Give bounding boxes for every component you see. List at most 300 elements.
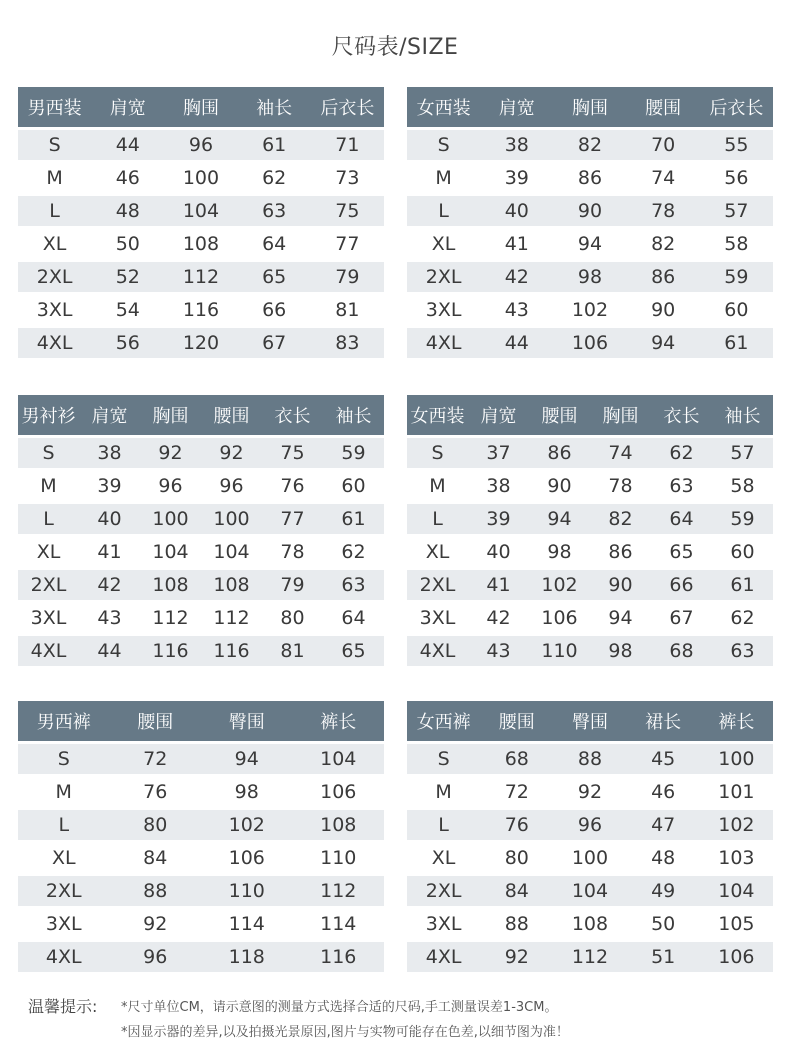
measurement-cell: 60 [341,475,366,497]
table-row [18,876,384,906]
column-header: 胸围 [590,395,651,435]
measurement-cell: 80 [504,847,529,869]
table-row [407,328,773,358]
size-label-cell: 2XL [407,876,480,906]
table-row [18,504,384,534]
measurement-cell: 71 [311,130,384,160]
measurement-cell: 92 [140,438,201,468]
measurement-cell: 78 [280,541,305,563]
measurement-cell: 47 [627,810,700,840]
measurement-cell: 98 [234,781,259,803]
page-title: 尺码表/SIZE [331,35,459,60]
measurement-cell: 65 [323,636,384,666]
column-header: 袖长 [323,395,384,435]
measurement-cell: 74 [590,438,651,468]
size-label-cell: XL [425,541,450,563]
column-header: 腰围 [529,395,590,435]
measurement-cell: 46 [115,167,140,189]
measurement-cell: 83 [311,328,384,358]
measurement-cell: 77 [262,504,323,534]
measurement-cell: 61 [700,328,773,358]
measurement-cell: 106 [320,781,357,803]
size-label-cell: 2XL [407,262,480,292]
measurement-cell: 39 [468,504,529,534]
measurement-cell: 108 [571,913,609,935]
measurement-cell: 100 [700,744,773,774]
measurement-cell: 112 [553,942,626,972]
table-header-row [407,701,773,741]
table-row [407,843,773,873]
table-header-row [18,87,384,127]
measurement-cell: 64 [341,607,366,629]
measurement-cell: 92 [201,438,262,468]
measurement-cell: 55 [700,130,773,160]
table-row [18,636,384,666]
womens-suit-detail-size-table [407,392,773,669]
measurement-cell: 112 [213,607,250,629]
table-header-row [18,701,384,741]
measurement-cell: 41 [97,541,122,563]
measurement-cell: 112 [152,607,189,629]
measurement-cell: 116 [140,636,201,666]
measurement-cell: 92 [577,781,603,803]
table-row [407,229,773,259]
table-row [407,471,773,501]
measurement-cell: 68 [651,636,712,666]
measurement-cell: 116 [201,636,262,666]
table-row [407,438,773,468]
measurement-cell: 116 [293,942,385,972]
measurement-cell: 100 [571,847,609,869]
size-label-cell: 2XL [407,570,468,600]
column-header: 后衣长 [700,87,773,127]
measurement-cell: 76 [280,475,305,497]
column-header: 腰围 [627,87,700,127]
table-row [407,636,773,666]
table-row [18,537,384,567]
measurement-cell: 84 [480,876,553,906]
measurement-cell: 72 [504,781,529,803]
measurement-cell: 104 [164,196,237,226]
measurement-cell: 44 [91,130,164,160]
measurement-cell: 44 [79,636,140,666]
measurement-cell: 56 [91,328,164,358]
table-row [407,744,773,774]
size-label-cell: 3XL [419,607,456,629]
table-row [407,603,773,633]
measurement-cell: 40 [79,504,140,534]
measurement-cell: 108 [293,810,385,840]
measurement-cell: 76 [480,810,553,840]
table-header-row [18,395,384,435]
table-row [18,744,384,774]
size-label-cell: S [18,130,91,160]
measurement-cell: 64 [262,233,287,255]
measurement-cell: 120 [164,328,237,358]
size-label-cell: L [407,196,480,226]
measurement-cell: 100 [182,167,220,189]
measurement-cell: 100 [201,504,262,534]
measurement-cell: 106 [228,847,265,869]
table-row [407,537,773,567]
table-row [18,196,384,226]
column-header: 肩宽 [91,87,164,127]
measurement-cell: 62 [730,607,755,629]
measurement-cell: 90 [590,570,651,600]
measurement-cell: 58 [724,233,749,255]
table-row [407,570,773,600]
measurement-cell: 80 [110,810,202,840]
measurement-cell: 60 [730,541,755,563]
measurement-cell: 62 [341,541,366,563]
column-header: 臀围 [201,701,293,741]
measurement-cell: 46 [651,781,676,803]
measurement-cell: 96 [553,810,626,840]
measurement-cell: 94 [608,607,633,629]
size-label-cell: 4XL [407,328,480,358]
measurement-cell: 63 [323,570,384,600]
measurement-cell: 106 [553,328,626,358]
measurement-cell: 92 [480,942,553,972]
measurement-cell: 92 [143,913,168,935]
column-header: 衣长 [651,395,712,435]
tips-label: 温馨提示: [28,997,98,1016]
measurement-cell: 104 [152,541,189,563]
measurement-cell: 67 [238,328,311,358]
measurement-cell: 82 [651,233,676,255]
measurement-cell: 88 [504,913,529,935]
measurement-cell: 104 [553,876,626,906]
measurement-cell: 90 [553,196,626,226]
table-row [18,603,384,633]
size-label-cell: 2XL [18,262,91,292]
table-row [407,876,773,906]
measurement-cell: 49 [627,876,700,906]
table-row [407,295,773,325]
measurement-cell: 67 [669,607,694,629]
column-header: 女西裤 [407,701,480,741]
column-header: 胸围 [164,87,237,127]
table-row [407,942,773,972]
measurement-cell: 43 [504,299,529,321]
measurement-cell: 76 [143,781,168,803]
measurement-cell: 59 [700,262,773,292]
table-row [407,163,773,193]
measurement-cell: 37 [468,438,529,468]
size-label-cell: L [407,810,480,840]
size-label-cell: 4XL [18,328,91,358]
table-row [18,909,384,939]
womens-suit-size-table [407,84,773,361]
measurement-cell: 59 [323,438,384,468]
measurement-cell: 90 [651,299,676,321]
column-header: 腰围 [480,701,553,741]
size-label-cell: 4XL [407,636,468,666]
measurement-cell: 79 [311,262,384,292]
measurement-cell: 102 [571,299,609,321]
size-label-cell: XL [51,847,76,869]
size-label-cell: L [407,504,468,534]
column-header: 腰围 [201,395,262,435]
column-header: 女西装 [407,87,480,127]
size-label-cell: M [435,167,452,189]
size-label-cell: 4XL [407,942,480,972]
measurement-cell: 70 [627,130,700,160]
measurement-cell: 77 [335,233,360,255]
table-row [18,262,384,292]
size-label-cell: 3XL [30,607,67,629]
measurement-cell: 82 [553,130,626,160]
table-row [407,777,773,807]
size-label-cell: 3XL [425,299,462,321]
measurement-cell: 110 [529,636,590,666]
measurement-cell: 104 [293,744,385,774]
measurement-cell: 80 [280,607,305,629]
measurement-cell: 88 [553,744,626,774]
measurement-cell: 94 [201,744,293,774]
table-row [18,328,384,358]
measurement-cell: 65 [669,541,694,563]
table-row [18,942,384,972]
table-header-row [407,87,773,127]
measurement-cell: 68 [480,744,553,774]
measurement-cell: 39 [504,167,529,189]
measurement-cell: 62 [651,438,712,468]
measurement-cell: 108 [201,570,262,600]
table-header-row [407,395,773,435]
mens-trousers-size-table [18,698,384,975]
measurement-cell: 104 [213,541,250,563]
column-header: 胸围 [553,87,626,127]
measurement-cell: 112 [164,262,237,292]
measurement-cell: 48 [651,847,676,869]
measurement-cell: 103 [718,847,755,869]
measurement-cell: 59 [712,504,773,534]
size-label-cell: M [55,781,72,803]
measurement-cell: 74 [651,167,676,189]
measurement-cell: 98 [547,541,572,563]
column-header: 肩宽 [468,395,529,435]
size-label-cell: S [407,130,480,160]
measurement-cell: 106 [700,942,773,972]
measurement-cell: 82 [590,504,651,534]
table-row [18,843,384,873]
measurement-cell: 96 [164,130,237,160]
measurement-cell: 40 [486,541,511,563]
table-row [407,196,773,226]
measurement-cell: 86 [627,262,700,292]
measurement-cell: 81 [335,299,360,321]
measurement-cell: 104 [700,876,773,906]
size-label-cell: 3XL [425,913,462,935]
measurement-cell: 75 [311,196,384,226]
table-row [18,438,384,468]
table-row [407,504,773,534]
measurement-cell: 50 [651,913,676,935]
table-row [407,909,773,939]
measurement-cell: 44 [480,328,553,358]
measurement-cell: 63 [669,475,694,497]
measurement-cell: 101 [718,781,755,803]
size-label-cell: S [18,744,110,774]
measurement-cell: 90 [547,475,572,497]
measurement-cell: 58 [730,475,755,497]
measurement-cell: 94 [627,328,700,358]
measurement-cell: 62 [262,167,287,189]
column-header: 胸围 [140,395,201,435]
measurement-cell: 39 [97,475,122,497]
measurement-cell: 79 [262,570,323,600]
measurement-cell: 94 [577,233,603,255]
measurement-cell: 98 [553,262,626,292]
column-header: 女西装 [407,395,468,435]
column-header: 男西裤 [18,701,110,741]
size-label-cell: M [429,475,446,497]
tip-line-color-difference: *因显示器的差异,以及拍摄光景原因,图片与实物可能存在色差,以细节图为准！ [121,1025,569,1040]
table-row [18,810,384,840]
measurement-cell: 96 [158,475,183,497]
column-header: 肩宽 [79,395,140,435]
size-label-cell: 2XL [18,570,79,600]
measurement-cell: 63 [238,196,311,226]
measurement-cell: 108 [182,233,220,255]
measurement-cell: 41 [468,570,529,600]
column-header: 袖长 [238,87,311,127]
measurement-cell: 84 [143,847,168,869]
size-label-cell: 4XL [18,636,79,666]
measurement-cell: 78 [608,475,633,497]
measurement-cell: 42 [480,262,553,292]
measurement-cell: 88 [110,876,202,906]
column-header: 袖长 [712,395,773,435]
measurement-cell: 102 [529,570,590,600]
table-row [407,130,773,160]
measurement-cell: 56 [724,167,749,189]
table-row [18,777,384,807]
measurement-cell: 38 [480,130,553,160]
size-label-cell: S [18,438,79,468]
measurement-cell: 78 [627,196,700,226]
measurement-cell: 102 [700,810,773,840]
measurement-cell: 50 [115,233,140,255]
size-label-cell: 3XL [36,299,73,321]
tip-line-measurement: *尺寸单位CM，请示意图的测量方式选择合适的尺码,手工测量误差1-3CM。 [121,1000,558,1015]
measurement-cell: 54 [115,299,140,321]
measurement-cell: 42 [79,570,140,600]
column-header: 后衣长 [311,87,384,127]
table-row [18,295,384,325]
measurement-cell: 38 [79,438,140,468]
mens-shirt-size-table [18,392,384,669]
mens-suit-size-table [18,84,384,361]
column-header: 肩宽 [480,87,553,127]
measurement-cell: 72 [110,744,202,774]
measurement-cell: 86 [577,167,603,189]
measurement-cell: 48 [91,196,164,226]
measurement-cell: 86 [608,541,633,563]
size-label-cell: S [407,438,468,468]
measurement-cell: 64 [651,504,712,534]
measurement-cell: 102 [201,810,293,840]
measurement-cell: 108 [140,570,201,600]
measurement-cell: 116 [182,299,220,321]
measurement-cell: 94 [529,504,590,534]
measurement-cell: 66 [262,299,287,321]
measurement-cell: 57 [712,438,773,468]
size-label-cell: L [18,196,91,226]
table-row [18,229,384,259]
measurement-cell: 81 [262,636,323,666]
measurement-cell: 66 [651,570,712,600]
measurement-cell: 61 [323,504,384,534]
measurement-cell: 86 [529,438,590,468]
measurement-cell: 73 [335,167,360,189]
measurement-cell: 96 [219,475,244,497]
column-header: 裤长 [293,701,385,741]
size-label-cell: M [46,167,63,189]
column-header: 腰围 [110,701,202,741]
size-label-cell: S [407,744,480,774]
measurement-cell: 51 [627,942,700,972]
size-label-cell: 4XL [18,942,110,972]
size-label-cell: 2XL [18,876,110,906]
measurement-cell: 75 [262,438,323,468]
column-header: 衣长 [262,395,323,435]
table-row [407,810,773,840]
measurement-cell: 57 [700,196,773,226]
measurement-cell: 61 [712,570,773,600]
column-header: 臀围 [553,701,626,741]
measurement-cell: 60 [724,299,749,321]
measurement-cell: 63 [712,636,773,666]
measurement-cell: 106 [541,607,578,629]
measurement-cell: 110 [201,876,293,906]
measurement-cell: 45 [627,744,700,774]
measurement-cell: 98 [590,636,651,666]
column-header: 裙长 [627,701,700,741]
column-header: 男衬衫 [18,395,79,435]
measurement-cell: 114 [228,913,265,935]
size-label-cell: 3XL [45,913,82,935]
column-header: 裤长 [700,701,773,741]
size-label-cell: XL [42,233,67,255]
table-row [407,262,773,292]
size-label-cell: XL [36,541,61,563]
measurement-cell: 112 [293,876,385,906]
measurement-cell: 118 [201,942,293,972]
table-row [18,130,384,160]
measurement-cell: 114 [320,913,357,935]
measurement-cell: 38 [486,475,511,497]
table-row [18,471,384,501]
measurement-cell: 42 [486,607,511,629]
measurement-cell: 110 [320,847,357,869]
column-header: 男西装 [18,87,91,127]
measurement-cell: 41 [504,233,529,255]
size-label-cell: L [18,810,110,840]
table-row [18,570,384,600]
size-label-cell: XL [431,233,456,255]
measurement-cell: 52 [91,262,164,292]
measurement-cell: 105 [718,913,755,935]
size-label-cell: M [435,781,452,803]
measurement-cell: 61 [238,130,311,160]
measurement-cell: 65 [238,262,311,292]
size-label-cell: L [18,504,79,534]
measurement-cell: 100 [140,504,201,534]
measurement-cell: 43 [97,607,122,629]
measurement-cell: 43 [468,636,529,666]
